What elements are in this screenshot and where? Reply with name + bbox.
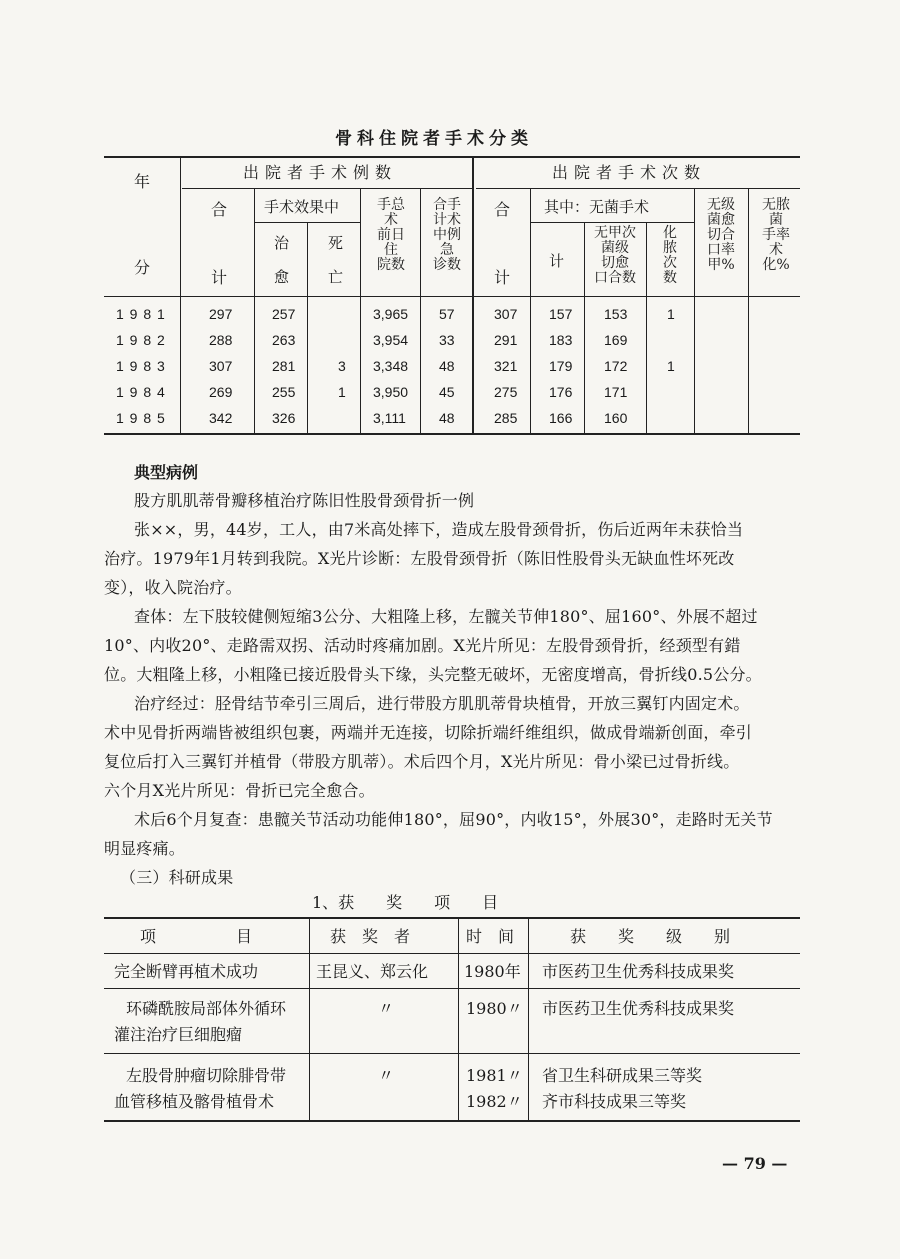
a-heal-cell: 169 [604, 332, 628, 348]
death-cell: 3 [338, 358, 346, 374]
cure-cell: 281 [272, 358, 296, 374]
preop-cell: 3,950 [373, 384, 409, 400]
rate-a-header: 无级 菌愈 切合 口率 甲% [707, 197, 735, 274]
effect-header: 手术效果中 [264, 198, 340, 216]
table2-header-item: 项 目 [140, 927, 253, 946]
award-item: 环磷酰胺局部体外循环 [126, 999, 287, 1018]
award-winner: 王昆义、郑云化 [316, 962, 429, 981]
aseptic-cell: 176 [549, 384, 573, 400]
emerg-cell: 48 [439, 410, 455, 426]
table1-title: 骨科住院者手术分类 [335, 129, 533, 149]
cure-cell: 255 [272, 384, 296, 400]
preop-cell: 3,954 [373, 332, 409, 348]
a-heal-cell: 153 [604, 306, 628, 322]
award-time: 1981〃 [466, 1066, 523, 1085]
case-subtitle: 股方肌肌蒂骨瓣移植治疗陈旧性股骨颈骨折一例 [134, 491, 475, 510]
pus-cell: 1 [667, 358, 675, 374]
award-time: 1980〃 [466, 999, 523, 1018]
year-header-top: 年 [134, 172, 151, 191]
a-heal-cell: 171 [604, 384, 628, 400]
a-heal-cell: 160 [604, 410, 628, 426]
award-level: 齐市科技成果三等奖 [542, 1092, 687, 1111]
section-heading: （三）科研成果 [120, 868, 234, 887]
preop-cell: 3,348 [373, 358, 409, 374]
total-header-bottom: 计 [211, 268, 228, 287]
emerg-cell: 45 [439, 384, 455, 400]
aseptic-sub-total: 计 [549, 252, 565, 270]
case-heading: 典型病例 [134, 463, 199, 482]
cure-header-top: 治 [274, 234, 290, 252]
death-cell: 1 [338, 384, 346, 400]
preop-cell: 3,965 [373, 306, 409, 322]
text-line: 六个月X光片所见：骨折已完全愈合。 [104, 781, 375, 800]
page-number: — 79 — [722, 1154, 788, 1173]
ops-total-header-top: 合 [494, 200, 511, 219]
aseptic-cell: 179 [549, 358, 573, 374]
text-line: 复位后打入三翼钉并植骨（带股方肌蒂）。术后四个月，X光片所见：骨小梁已过骨折线。 [104, 752, 740, 771]
text-line: 变），收入院治疗。 [104, 578, 242, 597]
pus-cell: 1 [667, 306, 675, 322]
total-cell: 288 [209, 332, 233, 348]
year-cell: 1 9 8 4 [116, 384, 166, 400]
text-line: 位。大粗隆上移，小粗隆已接近股骨头下缘，头完整无破坏，无密度增高，骨折线0.5公分。 [104, 665, 762, 684]
year-cell: 1 9 8 3 [116, 358, 166, 374]
aseptic-header: 其中：无菌手术 [544, 198, 650, 216]
cure-cell: 326 [272, 410, 296, 426]
ops-cell: 275 [494, 384, 518, 400]
text-line: 10°、内收20°、走路需双拐、活动时疼痛加剧。X光片所见：左股骨颈骨折，经颈型有錯 [104, 636, 741, 655]
award-item: 左股骨肿瘤切除腓骨带 [126, 1066, 287, 1085]
text-line: 治疗。1979年1月转到我院。X光片诊断：左股骨颈骨折（陈旧性股骨头无缺血性坏死改 [104, 549, 735, 568]
rate-b-header: 无脓 菌 手率 术 化% [762, 197, 790, 274]
cure-cell: 263 [272, 332, 296, 348]
table2-header-winner: 获 奖 者 [330, 927, 411, 946]
a-heal-cell: 172 [604, 358, 628, 374]
pus-header: 化 脓 次 数 [663, 225, 677, 287]
text-line: 查体：左下肢较健侧短缩3公分、大粗隆上移，左髋关节伸180°、屈160°、外展不超过 [134, 607, 758, 626]
ops-cell: 321 [494, 358, 518, 374]
cure-cell: 257 [272, 306, 296, 322]
award-level: 省卫生科研成果三等奖 [542, 1066, 703, 1085]
death-header-bottom: 亡 [328, 268, 344, 286]
total-header-top: 合 [211, 200, 228, 219]
cure-header-bottom: 愈 [274, 268, 290, 286]
aseptic-cell: 166 [549, 410, 573, 426]
award-winner: 〃 [378, 1066, 395, 1085]
year-cell: 1 9 8 5 [116, 410, 166, 426]
table2-title: 1、获 奖 项 目 [312, 893, 499, 912]
award-time: 1982〃 [466, 1092, 523, 1111]
year-cell: 1 9 8 1 [116, 306, 166, 322]
year-header-bottom: 分 [134, 258, 151, 277]
ops-cell: 291 [494, 332, 518, 348]
total-cell: 342 [209, 410, 233, 426]
ops-cell: 307 [494, 306, 518, 322]
aseptic-cell: 157 [549, 306, 573, 322]
emerg-cell: 33 [439, 332, 455, 348]
aseptic-cell: 183 [549, 332, 573, 348]
award-winner: 〃 [378, 999, 395, 1018]
group2-header: 出院者手术次数 [552, 163, 707, 182]
award-level: 市医药卫生优秀科技成果奖 [542, 962, 735, 981]
text-line: 术中见骨折两端皆被组织包裹，两端并无连接，切除折端纤维组织，做成骨端新创面，牵引 [104, 723, 753, 742]
total-cell: 297 [209, 306, 233, 322]
ops-total-header-bottom: 计 [494, 268, 511, 287]
total-cell: 307 [209, 358, 233, 374]
text-line: 治疗经过：胫骨结节牵引三周后，进行带股方肌肌蒂骨块植骨，开放三翼钉内固定术。 [134, 694, 750, 713]
emerg-cell: 57 [439, 306, 455, 322]
ops-cell: 285 [494, 410, 518, 426]
award-level: 市医药卫生优秀科技成果奖 [542, 999, 735, 1018]
text-line: 张××，男，44岁，工人，由7米高处摔下，造成左股骨颈骨折，伤后近两年未获恰当 [134, 520, 744, 539]
award-time: 1980年 [464, 962, 521, 981]
total-cell: 269 [209, 384, 233, 400]
award-item: 血管移植及髂骨植骨术 [114, 1092, 275, 1111]
emerg-cell: 48 [439, 358, 455, 374]
text-line: 术后6个月复查：患髋关节活动功能伸180°，屈90°，内收15°，外展30°，走路时无关节 [134, 810, 773, 829]
table2-header-level: 获 奖 级 别 [570, 927, 731, 946]
award-item: 完全断臂再植术成功 [114, 962, 259, 981]
year-cell: 1 9 8 2 [116, 332, 166, 348]
award-item: 灌注治疗巨细胞瘤 [114, 1025, 243, 1044]
death-header-top: 死 [328, 234, 344, 252]
emerg-header: 合手 计术 中例 急 诊数 [433, 197, 461, 274]
a-heal-header: 无甲次 菌级 切愈 口合数 [594, 225, 636, 287]
group1-header: 出院者手术例数 [243, 163, 398, 182]
table2-header-time: 时 间 [466, 927, 515, 946]
text-line: 明显疼痛。 [104, 839, 186, 858]
preop-cell: 3,111 [373, 410, 406, 426]
preop-header: 手总 术 前日 住 院数 [377, 197, 405, 274]
